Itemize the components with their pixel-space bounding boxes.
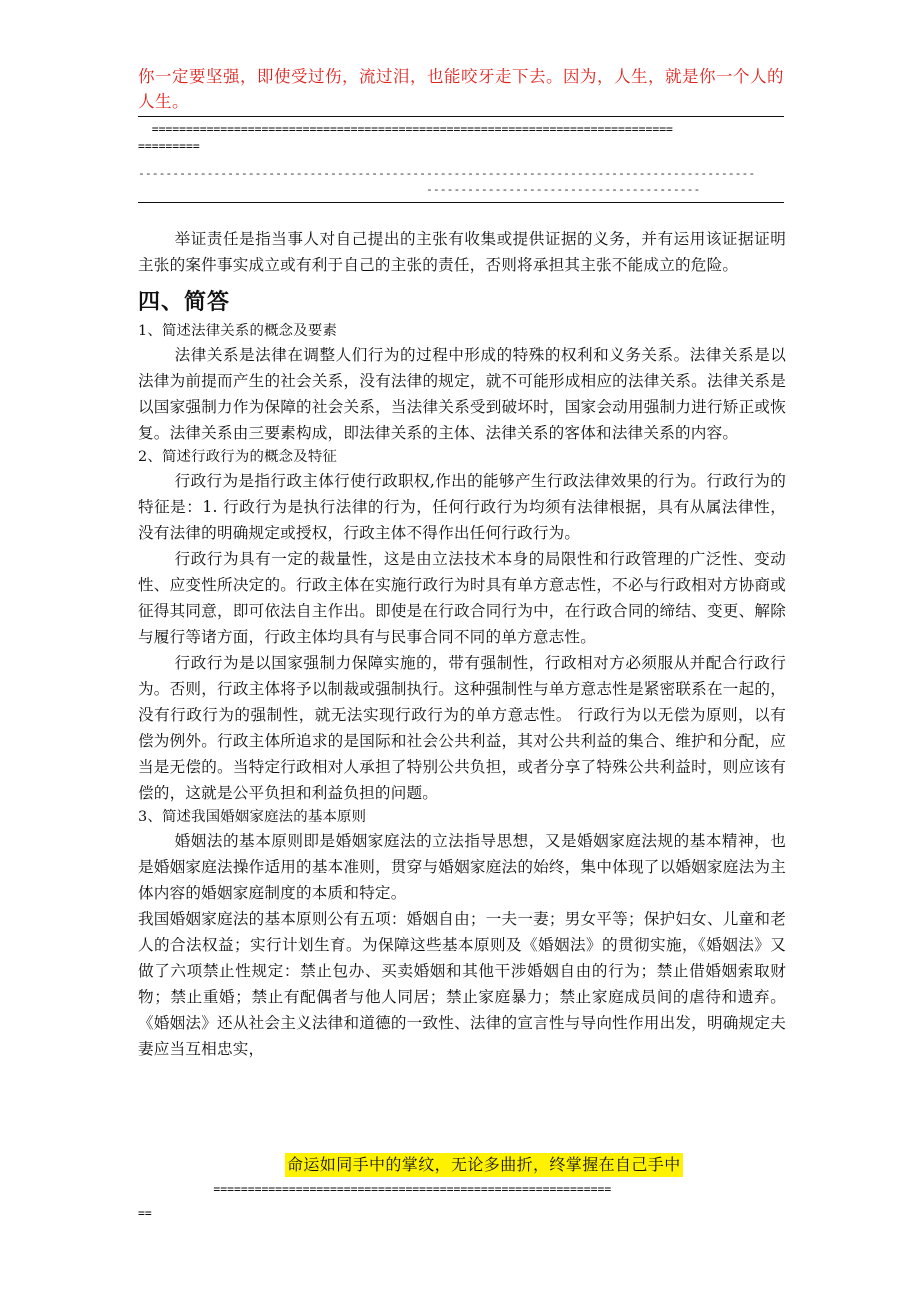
question-2-paragraph-2: 行政行为具有一定的裁量性，这是由立法技术本身的局限性和行政管理的广泛性、变动性、应变性所决定的。行政主体在实施行政行为时具有单方意志性，不必与行政相对方协商或征得其同意，即可依法自主作出。即使是在行政合同行为中，在行政合同的缔结、变更、解除与履行等诸方面，行政主体均具有与民事合同不同的单方意志性。 [138,550,786,646]
footer-equals-line-wrap: == [138,1206,152,1220]
question-1-paragraph: 法律关系是法律在调整人们行为的过程中形成的特殊的权利和义务关系。法律关系是以法律为前提而产生的社会关系，没有法律的规定，就不可能形成相应的法律关系。法律关系是以国家强制力作为保障的社会关系，当法律关系受到破坏时，国家会动用强制力进行矫正或恢复。法律关系由三要素构成，即法律关系的主体、法律关系的客体和法律关系的内容。 [138,346,786,442]
question-1-title: 1、简述法律关系的概念及要素 [138,323,338,339]
header-dash-line: ------------------------------------------------------------------------------------------ [138,166,756,180]
question-2-title: 2、简述行政行为的概念及特征 [138,449,338,465]
question-2-paragraph-3: 行政行为是以国家强制力保障实施的，带有强制性，行政相对方必须服从并配合行政行为。否则，行政主体将予以制裁或强制执行。这种强制性与单方意志性是紧密联系在一起的，没有行政行为的强制性，就无法实现行政行为的单方意志性。 行政行为以无偿为原则，以有偿为例外。行政主体所追求的是国际和社会公共利益，其对公共利益的集合、维护和分配，应当是无偿的。当特定行政相对人承担了特别公共负担，或者分享了特殊公共利益时，则应该有偿的，这就是公平负担和利益负担的问题。 [138,654,786,802]
footer-equals-line: ========================================================== [138,1182,612,1196]
section-heading: 四、简答 [138,290,231,315]
header-equals-line: ============================================================================ [138,122,673,136]
question-2-paragraph-1: 行政行为是指行政主体行使行政职权,作出的能够产生行政法律效果的行为。行政行为的特征是：1. 行政行为是执行法律的行为，任何行政行为均须有法律根据，具有从属法律性，没有法律的明确规定或授权，行政主体不得作出任何行政行为。 [138,472,786,542]
document-body [138,226,786,1062]
header-equals-line-wrap: ========= [138,139,200,153]
header-dash-line-wrap: ---------------------------------------- [138,182,701,196]
question-3-paragraph-1: 婚姻法的基本原则即是婚姻家庭法的立法指导思想，又是婚姻家庭法规的基本精神，也是婚姻家庭法操作适用的基本准则，贯穿与婚姻家庭法的始终，集中体现了以婚姻家庭法为主体内容的婚姻家庭制度的本质和特定。 [138,832,786,902]
header-motto: 你一定要坚强，即使受过伤，流过泪，也能咬牙走下去。因为，人生，就是你一个人的人生。 [138,67,784,111]
footer-motto: 命运如同手中的掌纹，无论多曲折，终掌握在自己手中 [285,1153,683,1177]
question-3-paragraph-2: 我国婚姻家庭法的基本原则公有五项：婚姻自由；一夫一妻；男女平等；保护妇女、儿童和老人的合法权益；实行计划生育。为保障这些基本原则及《婚姻法》的贯彻实施，《婚姻法》又做了六项禁止性规定：禁止包办、买卖婚姻和其他干涉婚姻自由的行为；禁止借婚姻索取财物；禁止重婚；禁止有配偶者与他人同居；禁止家庭暴力；禁止家庭成员间的虐待和遗弃。《婚姻法》还从社会主义法律和道德的一致性、法律的宣言性与导向性作用出发，明确规定夫妻应当互相忠实， [138,910,786,1058]
header-rule-top [138,116,784,117]
header-rule-bottom [138,202,784,203]
intro-paragraph: 举证责任是指当事人对自己提出的主张有收集或提供证据的义务，并有运用该证据证明主张的案件事实成立或有利于自己的主张的责任，否则将承担其主张不能成立的危险。 [138,230,786,274]
question-3-title: 3、简述我国婚姻家庭法的基本原则 [138,809,367,825]
